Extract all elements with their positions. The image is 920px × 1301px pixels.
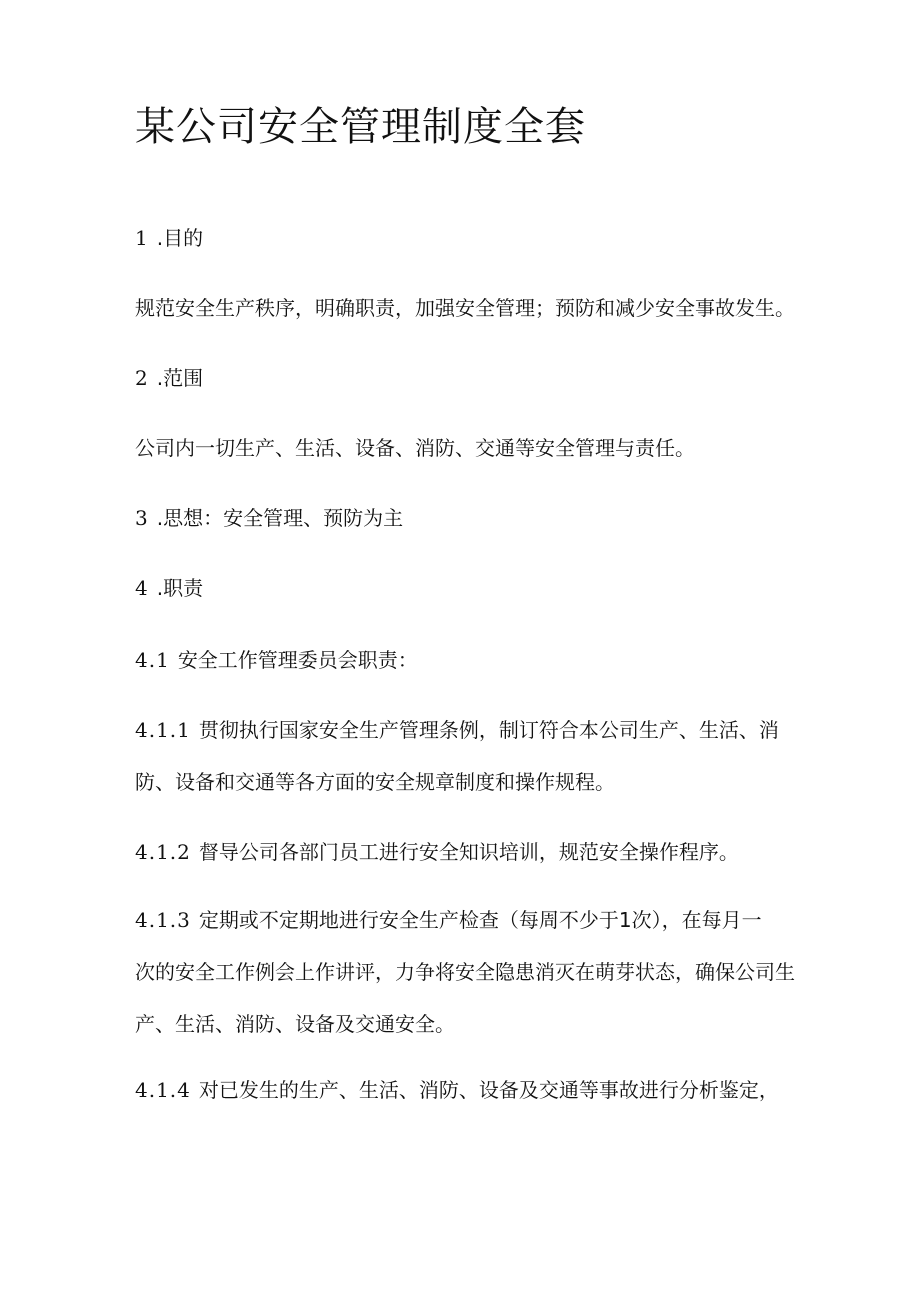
section-number: 4.1.3 bbox=[135, 908, 191, 932]
section-number: 4.1.1 bbox=[135, 718, 191, 742]
section-4-1-4 bbox=[135, 1064, 795, 1116]
section-number: 4.1.2 bbox=[135, 840, 191, 864]
section-number: 1 bbox=[135, 226, 149, 250]
section-4-1-3 bbox=[135, 894, 795, 1050]
paragraph-line: 定期或不定期地进行安全生产检查（每周不少于1次），在每月一 bbox=[198, 908, 762, 932]
section-text: .思想：安全管理、预防为主 bbox=[156, 506, 404, 530]
section-2-heading bbox=[135, 352, 795, 404]
section-3-heading bbox=[135, 492, 795, 544]
section-2-body bbox=[135, 422, 795, 474]
section-4-heading bbox=[135, 562, 795, 614]
section-4-1-heading bbox=[135, 634, 795, 686]
section-number: 3 bbox=[135, 506, 149, 530]
section-number: 4.1 bbox=[135, 648, 170, 672]
section-text: 安全工作管理委员会职责： bbox=[177, 648, 418, 672]
paragraph-line: 防、设备和交通等各方面的安全规章制度和操作规程。 bbox=[135, 770, 615, 794]
section-4-1-2 bbox=[135, 826, 795, 878]
document-title: 某公司安全管理制度全套 bbox=[135, 104, 586, 150]
section-text: .职责 bbox=[156, 576, 204, 600]
section-number: 4.1.4 bbox=[135, 1078, 191, 1102]
paragraph-line: 产、生活、消防、设备及交通安全。 bbox=[135, 1012, 455, 1036]
section-number: 2 bbox=[135, 366, 149, 390]
paragraph-text: 对已发生的生产、生活、消防、设备及交通等事故进行分析鉴定， bbox=[198, 1078, 779, 1102]
paragraph-text: 公司内一切生产、生活、设备、消防、交通等安全管理与责任。 bbox=[135, 436, 695, 460]
section-text: .目的 bbox=[156, 226, 204, 250]
section-4-1-1 bbox=[135, 704, 795, 808]
paragraph-line: 贯彻执行国家安全生产管理条例，制订符合本公司生产、生活、消 bbox=[198, 718, 779, 742]
paragraph-text: 规范安全生产秩序，明确职责，加强安全管理；预防和减少安全事故发生。 bbox=[135, 296, 795, 320]
paragraph-text: 督导公司各部门员工进行安全知识培训，规范安全操作程序。 bbox=[198, 840, 739, 864]
section-number: 4 bbox=[135, 576, 149, 600]
paragraph-line: 次的安全工作例会上作讲评，力争将安全隐患消灭在萌芽状态，确保公司生 bbox=[135, 960, 795, 984]
section-text: .范围 bbox=[156, 366, 204, 390]
section-1-body bbox=[135, 282, 795, 334]
section-1-heading bbox=[135, 212, 795, 264]
